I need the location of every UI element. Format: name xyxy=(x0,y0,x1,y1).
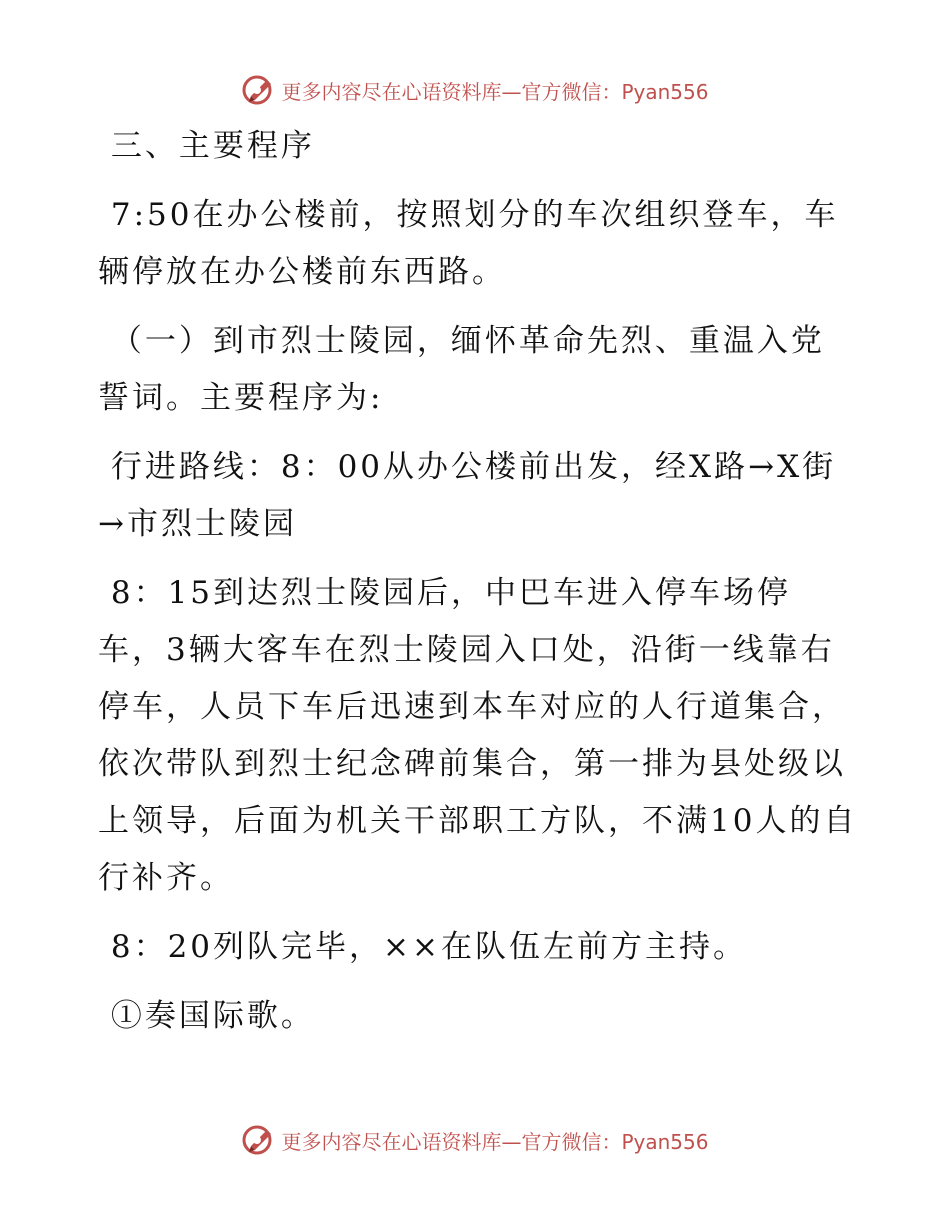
watermark-text: 更多内容尽在心语资料库—官方微信：Pyan556 xyxy=(281,79,709,104)
paragraph-route: 行进路线：8：00从办公楼前出发，经X路→X街→市烈士陵园 xyxy=(98,449,837,542)
paragraph-cemetery: （一）到市烈士陵园，缅怀革命先烈、重温入党誓词。主要程序为: xyxy=(98,323,825,416)
pen-logo-icon xyxy=(241,1122,277,1158)
paragraph-anthem: ①奏国际歌。 xyxy=(98,998,315,1034)
paragraph-lineup: 8：20列队完毕，××在队伍左前方主持。 xyxy=(98,929,747,965)
footer-watermark xyxy=(0,1120,950,1160)
document-body xyxy=(98,118,858,1045)
paragraph-boarding: 7:50在办公楼前，按照划分的车次组织登车，车辆停放在办公楼前东西路。 xyxy=(98,197,839,290)
header-watermark xyxy=(0,70,950,110)
pen-logo-icon xyxy=(241,72,277,108)
section-heading: 三、主要程序 xyxy=(98,128,315,164)
watermark-text: 更多内容尽在心语资料库—官方微信：Pyan556 xyxy=(281,1129,709,1154)
paragraph-arrival: 8：15到达烈士陵园后，中巴车进入停车场停车，3辆大客车在烈士陵园入口处，沿街一线靠右停车，人员下车后迅速到本车对应的人行道集合，依次带队到烈士纪念碑前集合，第一排为县处级以上领导，后面为机关干部职工方队，不满10人的自行补齐。 xyxy=(98,575,858,896)
